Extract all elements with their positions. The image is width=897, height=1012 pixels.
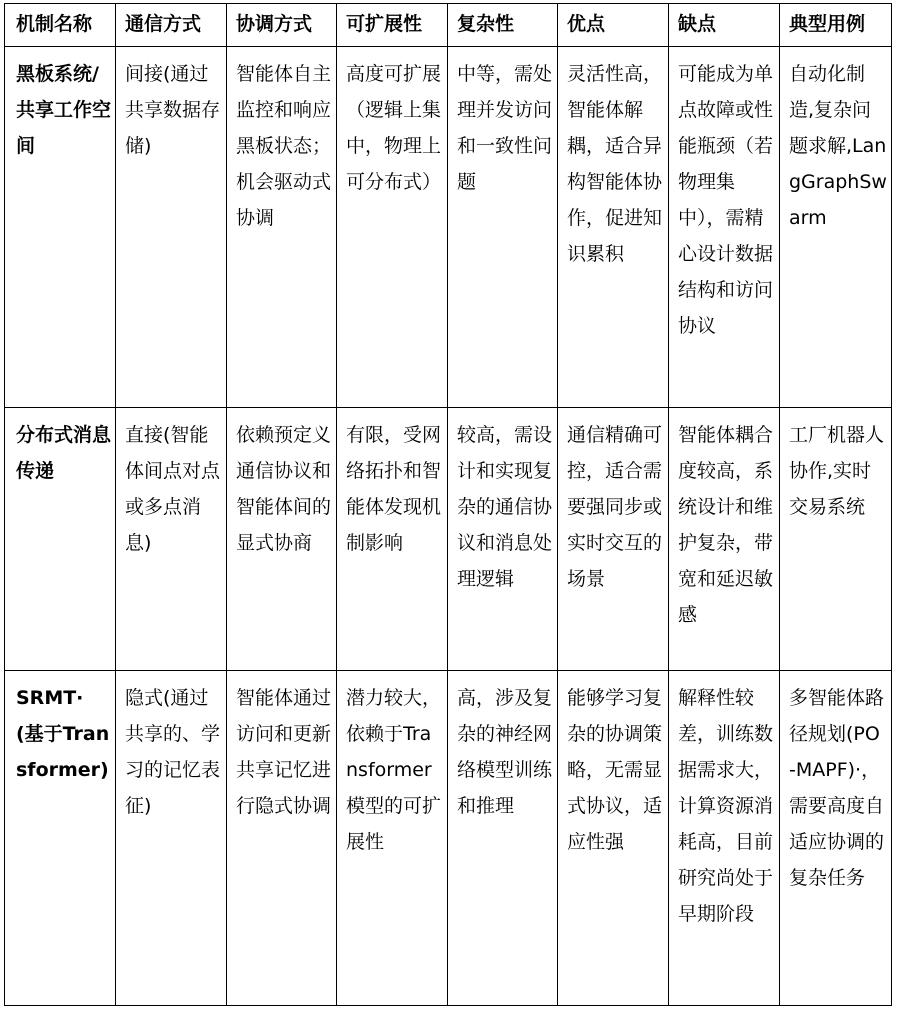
cell-use-cases: 工厂机器人协作,实时交易系统: [780, 408, 892, 671]
cell-scalability: 有限，受网络拓扑和智能体发现机制影响: [337, 408, 448, 671]
header-use-cases: 典型用例: [780, 4, 892, 47]
header-communication: 通信方式: [116, 4, 227, 47]
table-row: [5, 408, 892, 671]
header-scalability: 可扩展性: [337, 4, 448, 47]
cell-coordination: 智能体自主监控和响应黑板状态；机会驱动式协调: [227, 47, 337, 408]
mechanism-comparison-table: [4, 3, 892, 1006]
cell-scalability: 潜力较大，依赖于Transformer 模型的可扩展性: [337, 671, 448, 1006]
cell-pros: 灵活性高，智能体解耦，适合异构智能体协作，促进知识累积: [558, 47, 669, 408]
cell-pros: 通信精确可控，适合需要强同步或实时交互的场景: [558, 408, 669, 671]
table-row: [5, 47, 892, 408]
cell-use-cases: 自动化制造,复杂问题求解,LangGraphSwarm: [780, 47, 892, 408]
header-pros: 优点: [558, 4, 669, 47]
cell-complexity: 中等，需处理并发访问和一致性问题: [448, 47, 558, 408]
header-mechanism-name: 机制名称: [5, 4, 116, 47]
cell-communication: 直接(智能体间点对点或多点消息): [116, 408, 227, 671]
cell-mechanism-name: 黑板系统/共享工作空间: [5, 47, 116, 408]
cell-complexity: 较高，需设计和实现复杂的通信协议和消息处理逻辑: [448, 408, 558, 671]
cell-cons: 可能成为单点故障或性能瓶颈（若物理集中），需精心设计数据结构和访问协议: [669, 47, 780, 408]
cell-cons: 解释性较差，训练数据需求大，计算资源消耗高，目前研究尚处于早期阶段: [669, 671, 780, 1006]
cell-communication: 间接(通过共享数据存储): [116, 47, 227, 408]
cell-coordination: 智能体通过访问和更新共享记忆进行隐式协调: [227, 671, 337, 1006]
table-row: [5, 671, 892, 1006]
cell-cons: 智能体耦合度较高，系统设计和维护复杂，带宽和延迟敏感: [669, 408, 780, 671]
header-cons: 缺点: [669, 4, 780, 47]
cell-complexity: 高，涉及复杂的神经网络模型训练和推理: [448, 671, 558, 1006]
cell-scalability: 高度可扩展（逻辑上集中，物理上可分布式）: [337, 47, 448, 408]
cell-mechanism-name: SRMT·(基于Transformer): [5, 671, 116, 1006]
cell-communication: 隐式(通过共享的、学习的记忆表征): [116, 671, 227, 1006]
cell-coordination: 依赖预定义通信协议和智能体间的显式协商: [227, 408, 337, 671]
table-header-row: [5, 4, 892, 47]
header-complexity: 复杂性: [448, 4, 558, 47]
header-coordination: 协调方式: [227, 4, 337, 47]
cell-pros: 能够学习复杂的协调策略，无需显式协议，适应性强: [558, 671, 669, 1006]
cell-mechanism-name: 分布式消息传递: [5, 408, 116, 671]
cell-use-cases: 多智能体路径规划(PO-MAPF)·，需要高度自适应协调的复杂任务: [780, 671, 892, 1006]
